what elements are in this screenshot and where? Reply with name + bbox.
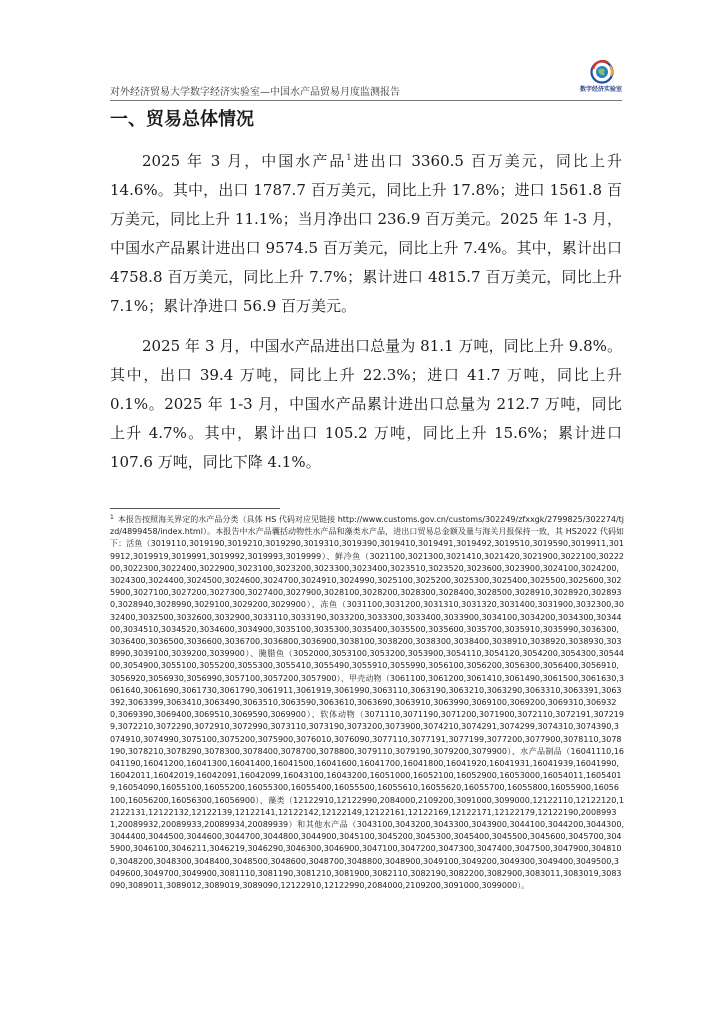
footnote	[110, 514, 624, 892]
lab-logo	[580, 60, 622, 96]
footnote-marker: 1	[110, 514, 114, 521]
paragraph-trade-volume: 2025 年 3 月，中国水产品进出口总量为 81.1 万吨，同比上升 9.8%。其中，出口 39.4 万吨，同比上升 22.3%；进口 41.7 万吨，同比上升 0.1%。2025 年 1-3 月，中国水产品累计进出口总量为 212.7 万吨，同比上升 4.7%。其中，累计出口 105.2 万吨，同比上升 15.6%；累计进口 107.6 万吨，同比下降 4.1%。	[110, 337, 622, 471]
logo-text: 数字经济实验室	[579, 86, 622, 93]
header-title: 对外经济贸易大学数字经济实验室—中国水产品贸易月度监测报告	[110, 87, 400, 98]
footnote-reference[interactable]: 1	[346, 153, 352, 162]
footnote-divider	[110, 508, 280, 509]
paragraph-trade-value	[110, 147, 622, 321]
footnote-text: 本报告按照海关界定的水产品分类（具体 HS 代码对应见链接 http://www.customs.gov.cn/customs/302249/zfxxgk/2799825/302274/tjzd/4899458/index.html）。本报告中水产品囊括动物性水产品和藻类水产品，进出口贸易总金额及量与海关月报保持一致，其 HS2022 代码如下：活鱼（3019110,3019190,3019210,3019290,3019310,3019390,3019410,3019491,3019492,3019510,3019590,3019911,3019912,3019919,3019991,3019992,3019993,3019999）、鲜冷鱼（3021100,3021300,3021410,3021420,3021900,3022100,3022200,3022300,3022400,3022900,3023100,3023200,3023300,3023400,3023510,3023520,3023600,3023900,3024100,3024200,3024300,3024400,3024500,3024600,3024700,3024910,3024990,3025100,3025200,3025300,3025400,3025500,3025600,3025900,3027100,3027200,3027300,3027400,3027900,3028100,3028200,3028300,3028400,3028500,3028910,3028920,3028930,3028940,3028990,3029100,3029200,3029900）、冻鱼（3031100,3031200,3031310,3031320,3031400,3031900,3032300,3032400,3032500,3032600,3032900,3033110,3033190,3033200,3033300,3033400,3033900,3034100,3034200,3034300,3034400,3034510,3034520,3034600,3034900,3035100,3035300,3035400,3035500,3035600,3035700,3035910,3035990,3036300,3036400,3036500,3036600,3036700,3036800,3036900,3038100,3038200,3038300,3038400,3038910,3038920,3038930,3038990,3039100,3039200,3039900）、腌腊鱼（3052000,3053100,3053200,3053900,3054110,3054120,3054200,3054300,3054400,3054900,3055100,3055200,3055300,3055410,3055490,3055910,3055990,3056100,3056200,3056300,3056400,3056910,3056920,3056930,3056990,3057100,3057200,3057900）、甲壳动物（3061100,3061200,3061410,3061490,3061500,3061630,3061640,3061690,3061730,3061790,3061911,3061919,3061990,3063110,3063190,3063210,3063290,3063310,3063391,3063392,3063399,3063410,3063490,3063510,3063590,3063610,3063690,3063910,3063990,3069100,3069200,3069310,3069320,3069390,3069400,3069510,3069590,3069900）、软体动物（3071110,3071190,3071200,3071900,3072110,3072191,3072199,3072210,3072290,3072910,3072990,3073110,3073190,3073200,3073900,3074210,3074291,3074299,3074310,3074390,3074910,3074990,3075100,3075200,3075900,3076010,3076090,3077110,3077191,3077199,3077200,3077900,3078110,3078190,3078210,3078290,3078300,3078400,3078700,3078800,3079110,3079190,3079200,3079900）、水产品制品（16041110,16041190,16041200,16041300,16041400,16041500,16041600,16041700,16041800,16041920,16041931,16041939,16041990,16042011,16042019,16042091,16042099,16043100,16043200,16051000,16052100,16052900,16053000,16054011,16054019,16054090,16055100,16055200,16055300,16055400,16055500,16055610,16055620,16055700,16055800,16055900,16056100,16056200,16056300,16056900）、藻类（12122910,12122990,2084000,2109200,3091000,3099000,12122110,12122120,12122131,12122132,12122139,12122141,12122142,12122149,12122161,12122169,12122171,12122179,12122190,20089931,20089932,20089933,20089934,20089939）和其他水产品（3043100,3043200,3043300,3043900,3044100,3044200,3044300,3044400,3044500,3044600,3044700,3044800,3044900,3045100,3045200,3045300,3045400,3045500,3045600,3045700,3045900,3046100,3046211,3046219,3046290,3046300,3046900,3047100,3047200,3047300,3047400,3047500,3047900,3048100,3048200,3048300,3048400,3048500,3048600,3048700,3048800,3048900,3049100,3049200,3049300,3049400,3049500,3049600,3049700,3049900,3081110,3081190,3081210,3081900,3082110,3082190,3082200,3082900,3083011,3083019,3083090,3089011,3089012,3089019,3089090,12122910,12122990,2084000,2109200,3091000,3099000）。	[110, 515, 624, 891]
globe-logo-icon	[590, 60, 614, 84]
section-title: 一、贸易总体情况	[110, 109, 254, 130]
page-header	[110, 64, 622, 101]
paragraph-text: 2025 年 3 月，中国水产品	[142, 152, 347, 170]
paragraph-text: 进出口 3360.5 百万美元，同比上升 14.6%。其中，出口 1787.7 百万美元，同比上升 17.8%；进口 1561.8 百万美元，同比上升 11.1%；当月净出口 236.9 百万美元。2025 年 1-3 月，中国水产品累计进出口 9574.5 百万美元，同比上升 7.4%。其中，累计出口 4758.8 百万美元，同比上升 7.7%；累计进口 4815.7 百万美元，同比上升 7.1%；累计净进口 56.9 百万美元。	[110, 152, 622, 315]
